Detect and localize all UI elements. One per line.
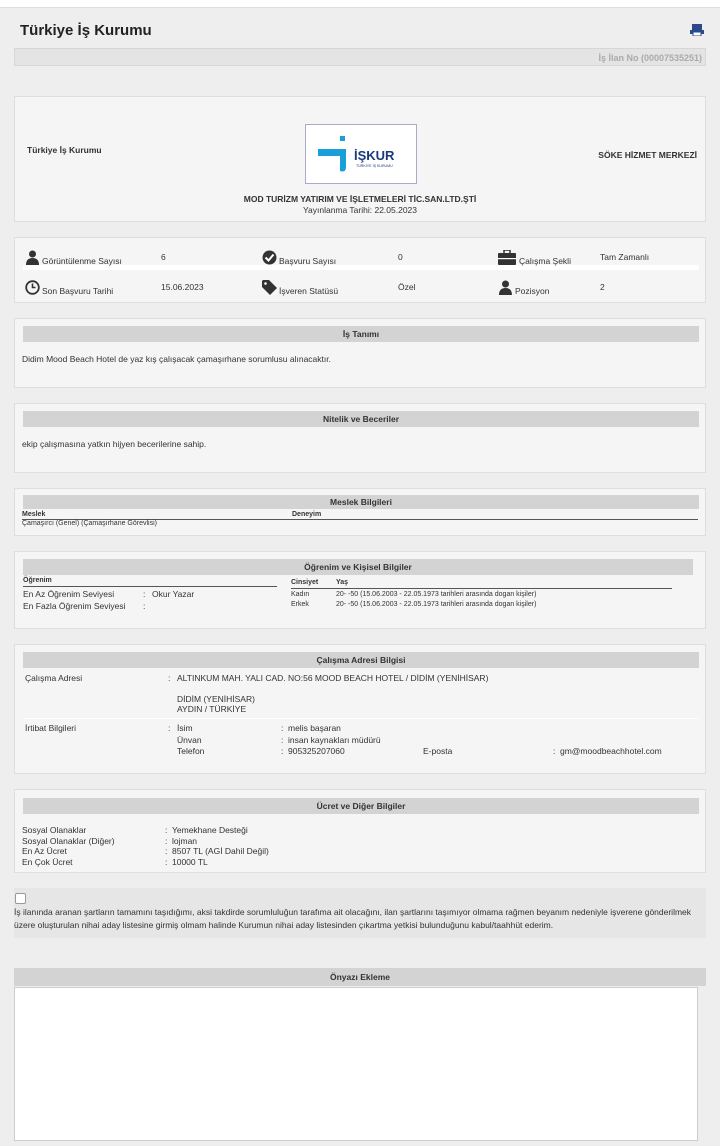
qualifications-title: Nitelik ve Beceriler — [23, 411, 699, 427]
stats-row-1: Görüntülenme Sayısı 6 Başvuru Sayısı 0 Çalışma Şekli Tam Zamanlı — [23, 246, 699, 270]
job-description-title: İş Tanımı — [23, 326, 699, 342]
salary-value-social: Yemekhane Desteği — [172, 825, 248, 835]
salary-label-social-other: Sosyal Olanaklar (Diğer) — [22, 835, 115, 846]
contact-title-label: Ünvan — [177, 735, 202, 745]
education-title: Öğrenim ve Kişisel Bilgiler — [23, 559, 693, 575]
salary-label-max: En Çok Ücret — [22, 856, 73, 867]
stats-row-2: Son Başvuru Tarihi 15.06.2023 İşveren Statüsü Özel Pozisyon 2 — [23, 276, 699, 300]
profession-title: Meslek Bilgileri — [23, 495, 699, 509]
service-center: SÖKE HİZMET MERKEZİ — [598, 150, 697, 160]
profession-col-header: Meslek — [22, 511, 46, 518]
salary-values — [172, 825, 269, 867]
contact-phone-label: Telefon — [177, 746, 205, 756]
consent-checkbox[interactable] — [15, 893, 26, 904]
contact-name-label: İsim — [177, 723, 193, 733]
ilan-no: İş İlan No (00007535251) — [598, 53, 702, 63]
profession-panel — [14, 488, 706, 536]
address-line-1: ALTINKUM MAH. YALI CAD. NO:56 MOOD BEACH HOTEL / DİDİM (YENİHİSAR) — [177, 673, 489, 683]
consent-text: İş ilanında aranan şartların tamamını taşıdığımı, aksi takdirde sorumluluğun tarafıma ait olacağını, ilan şartlarını taşımıyor olmama rağmen beyanım nedeniyle işverene gönderilmek üzere oluşturulan nihai aday listesine girmiş olmam halinde Kurumun nihai aday listesinden çıkartma yetkisi bulunduğunu kabul/taahhüt ederim. — [14, 907, 692, 930]
salary-panel: Ücret ve Diğer Bilgiler Sosyal Olanaklar Sosyal Olanaklar (Diğer) En Az Ücret En Çok Ücret : : : : Yemekhane Desteği lojman 8507 TL (AGİ Dahil Değil) 10000 TL — [14, 789, 706, 873]
header-panel — [14, 96, 706, 222]
consent-section — [14, 888, 706, 938]
education-col-header: Öğrenim — [23, 577, 52, 584]
contact-phone-value: 905325207060 — [288, 746, 345, 756]
publish-date: Yayınlanma Tarihi: 22.05.2023 — [302, 205, 418, 215]
contact-title-value: insan kaynakları müdürü — [288, 735, 381, 745]
qualifications-text: ekip çalışmasına yatkın hijyen becerilerine sahip. — [22, 439, 207, 449]
job-description-panel — [14, 318, 706, 388]
ilan-no-bar — [14, 48, 706, 66]
gender-male: Erkek — [291, 601, 309, 608]
divider — [291, 588, 672, 589]
max-education-label: En Fazla Öğrenim Seviyesi — [23, 601, 126, 611]
stats-panel — [14, 237, 706, 303]
clock-icon — [25, 280, 40, 295]
min-education-label: En Az Öğrenim Seviyesi — [23, 589, 115, 599]
salary-labels — [22, 825, 115, 867]
contact-email-label: E-posta — [423, 746, 453, 756]
address-title: Çalışma Adresi Bilgisi — [23, 652, 699, 668]
iskur-logo — [305, 124, 417, 184]
company-name: MOD TURİZM YATIRIM VE İŞLETMELERİ TİC.SAN.LTD.ŞTİ — [243, 194, 477, 204]
address-line-3: AYDIN / TÜRKİYE — [177, 704, 247, 714]
profession-value: Çamaşırcı (Genel) (Çamaşırhane Görevlisi) — [22, 520, 157, 527]
address-panel: Çalışma Adresi Bilgisi Çalışma Adresi : ALTINKUM MAH. YALI CAD. NO:56 MOOD BEACH HOTEL / DİDİM (YENİHİSAR) DİDİM (YENİHİSAR) AYDIN / TÜRKİYE İrtibat Bilgileri : İsim : melis başaran Ünvan : insan kaynakları müdürü Telefon : 905325207060 E-posta : gm@moodbeachhotel.com — [14, 644, 706, 774]
briefcase-icon — [498, 250, 516, 265]
user-icon — [25, 250, 40, 265]
cover-letter-input[interactable] — [14, 987, 698, 1141]
job-description-text: Didim Mood Beach Hotel de yaz kış çalışacak çamaşırhane sorumlusu alınacaktır. — [22, 354, 331, 364]
address-label: Çalışma Adresi — [25, 673, 83, 683]
gender-col-header: Cinsiyet — [291, 579, 319, 586]
divider — [23, 718, 699, 719]
check-circle-icon — [262, 250, 277, 265]
print-icon[interactable] — [690, 24, 704, 36]
salary-value-social-other: lojman — [172, 835, 198, 846]
svg-text:İŞKUR: İŞKUR — [354, 148, 395, 163]
svg-text:TÜRKİYE İŞ KURUMU: TÜRKİYE İŞ KURUMU — [356, 164, 393, 168]
salary-value-min: 8507 TL (AGİ Dahil Değil) — [172, 846, 269, 856]
salary-label-social: Sosyal Olanaklar — [22, 825, 87, 835]
education-panel: Öğrenim ve Kişisel Bilgiler Öğrenim En Az Öğrenim Seviyesi : Okur Yazar En Fazla Öğrenim Seviyesi : Cinsiyet Yaş Kadın 20- -50 (15.06.2003 - 22.05.1973 tarihleri arasında dogan kişiler) Erkek 20- -50 (15.06.2003 - 22.05.1973 tarihleri arasında dogan kişiler) — [14, 551, 706, 629]
tag-icon — [262, 280, 277, 295]
contact-label: İrtibat Bilgileri — [25, 723, 77, 733]
org-name: Türkiye İş Kurumu — [27, 145, 102, 155]
salary-label-min: En Az Ücret — [22, 846, 67, 856]
experience-col-header: Deneyim — [292, 511, 322, 518]
min-education-value: Okur Yazar — [152, 589, 195, 599]
contact-name-value: melis başaran — [288, 723, 341, 733]
salary-title: Ücret ve Diğer Bilgiler — [23, 798, 699, 814]
qualifications-panel — [14, 403, 706, 473]
gender-female: Kadın — [291, 591, 310, 598]
address-line-2: DİDİM (YENİHİSAR) — [177, 694, 255, 704]
page-title: Türkiye İş Kurumu — [20, 22, 152, 39]
cover-letter-title: Önyazı Ekleme — [14, 968, 706, 986]
age-female: 20- -50 (15.06.2003 - 22.05.1973 tarihleri arasında dogan kişiler) — [336, 591, 537, 598]
divider — [23, 586, 277, 587]
age-male: 20- -50 (15.06.2003 - 22.05.1973 tarihleri arasında dogan kişiler) — [336, 601, 537, 608]
top-border — [0, 0, 720, 8]
salary-value-max: 10000 TL — [172, 856, 208, 867]
user-icon — [498, 280, 513, 295]
age-col-header: Yaş — [336, 579, 349, 586]
contact-email-value[interactable]: gm@moodbeachhotel.com — [560, 746, 662, 756]
